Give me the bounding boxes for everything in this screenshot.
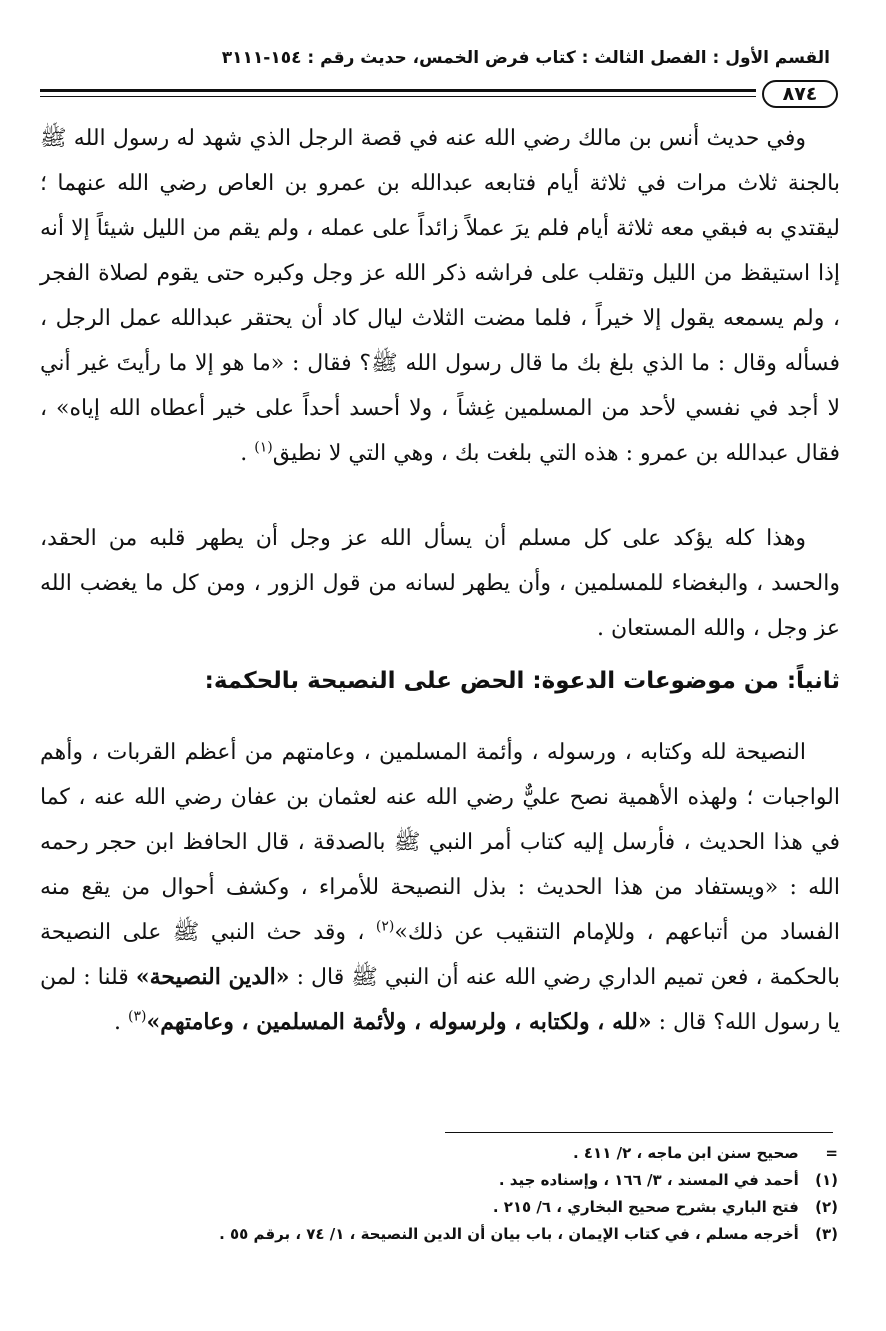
footnote-text: أخرجه مسلم ، في كتاب الإيمان ، باب بيان أن الدين النصيحة ، ١/ ٧٤ ، برقم ٥٥ .	[219, 1225, 799, 1243]
paragraph-1-text: وفي حديث أنس بن مالك رضي الله عنه في قصة الرجل الذي شهد له رسول الله ﷺ بالجنة ثلاث مرات في ثلاثة أيام فتابعه عبدالله بن عمرو بن العاص رضي الله عنهما ؛ ليقتدي به فبقي معه ثلاثة أيام فلم يرَ عملاً زائداً على عمله ، ولم يقم من الليل شيئاً إلا أنه إذا استيقظ من الليل وتقلب على فراشه ذكر الله عز وجل وكبره حتى يقوم لصلاة الفجر ، ولم يسمعه يقول إلا خيراً ، فلما مضت الثلاث ليال كاد أن يحتقر عبدالله عمل الرجل ، فسأله وقال : ما الذي بلغ بك ما قال رسول الله ﷺ؟ فقال : «ما هو إلا ما رأيتَ غير أني لا أجد في نفسي لأحد من المسلمين غِشاً ، ولا أحسد أحداً على خير أعطاه الله إياه» ، فقال عبدالله بن عمرو : هذه التي بلغت بك ، وهي التي لا نطيق	[40, 126, 840, 466]
footnote-item	[40, 1167, 838, 1194]
hadith-quote-1: «الدين النصيحة»	[135, 964, 290, 990]
footnote-separator	[445, 1132, 833, 1133]
footnote-ref-3: (٣)	[128, 1008, 147, 1025]
body-paragraph-3	[40, 730, 840, 1045]
header-double-rule	[40, 89, 756, 97]
paragraph-2-text: وهذا كله يؤكد على كل مسلم أن يسأل الله عز وجل أن يطهر قلبه من الحقد، والحسد ، والبغضاء للمسلمين ، وأن يطهر لسانه من قول الزور ، ومن كل ما يغضب الله عز وجل ، والله المستعان .	[40, 526, 840, 641]
running-header: القسم الأول : الفصل الثالث : كتاب فرض الخمس، حديث رقم : ١٥٤-٣١١١	[221, 48, 830, 68]
footnotes	[40, 1140, 838, 1248]
header-rule-row	[40, 80, 838, 110]
footnote-text: أحمد في المسند ، ٣/ ١٦٦ ، وإسناده جيد .	[498, 1171, 799, 1189]
footnote-number: =	[825, 1144, 838, 1162]
page-number-badge: ٨٧٤	[762, 80, 838, 108]
footnote-ref-1: (١)	[254, 439, 273, 456]
paragraph-3-text-a: النصيحة لله وكتابه ، ورسوله ، وأئمة المسلمين ، وعامتهم من أعظم القربات ، وأهم الواجبات ؛ ولهذه الأهمية نصح عليٌّ رضي الله عنه لعثمان بن عفان رضي الله عنه ، كما في هذا الحديث ، فأرسل إليه كتاب أمر النبي ﷺ بالصدقة ، قال الحافظ ابن حجر رحمه الله : «ويستفاد من هذا الحديث : بذل النصيحة للأمراء ، وكشف أحوال من يقع منه الفساد من أتباعهم ، وللإمام التنقيب عن ذلك»	[40, 740, 840, 945]
footnote-item	[40, 1140, 838, 1167]
footnote-number: (١)	[815, 1171, 838, 1189]
footnote-item	[40, 1221, 838, 1248]
hadith-quote-2: «لله ، ولكتابه ، ولرسوله ، ولأئمة المسلمين ، وعامتهم»	[146, 1009, 652, 1035]
footnote-number: (٣)	[815, 1225, 838, 1243]
body-paragraph-1	[40, 116, 840, 476]
paragraph-3-end: .	[114, 1010, 128, 1035]
footnote-number: (٢)	[815, 1198, 838, 1216]
footnote-text: صحيح سنن ابن ماجه ، ٢/ ٤١١ .	[572, 1144, 799, 1162]
paragraph-1-end: .	[240, 441, 255, 466]
footnote-ref-2: (٢)	[375, 918, 395, 935]
footnote-item	[40, 1194, 838, 1221]
body-paragraph-2	[40, 516, 840, 651]
section-heading: ثانياً: من موضوعات الدعوة: الحض على النصيحة بالحكمة:	[204, 668, 840, 694]
paragraph-3-text-b: ، وقد حث النبي ﷺ على النصيحة بالحكمة ، فعن تميم الداري رضي الله عنه أن النبي ﷺ قال :	[40, 920, 841, 990]
paragraph-3-text-c: قلنا : لمن يا رسول الله؟ قال :	[40, 965, 840, 1035]
footnote-text: فتح الباري بشرح صحيح البخاري ، ٦/ ٢١٥ .	[492, 1198, 799, 1216]
